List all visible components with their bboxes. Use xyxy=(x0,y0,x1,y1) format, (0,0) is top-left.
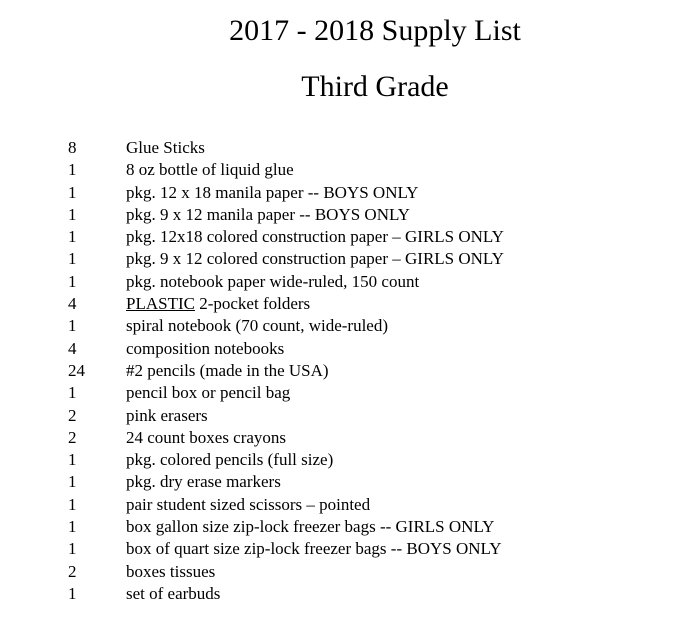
item-quantity: 2 xyxy=(68,427,77,447)
item-description xyxy=(126,293,310,315)
item-quantity: 1 xyxy=(68,383,77,403)
list-item xyxy=(0,427,695,449)
list-item xyxy=(0,382,695,404)
list-item xyxy=(0,494,695,516)
item-quantity: 4 xyxy=(68,338,77,358)
item-quantity: 2 xyxy=(68,405,77,425)
list-item xyxy=(0,561,695,583)
item-description: pink erasers xyxy=(126,405,208,425)
list-item xyxy=(0,338,695,360)
item-quantity: 24 xyxy=(68,360,85,380)
item-quantity: 1 xyxy=(68,249,77,269)
item-description: Glue Sticks xyxy=(126,138,205,157)
item-quantity: 1 xyxy=(68,450,77,470)
item-quantity: 1 xyxy=(68,494,77,514)
item-description: spiral notebook (70 count, wide-ruled) xyxy=(126,316,389,336)
item-description: pkg. 12 x 18 manila paper -- BOYS ONLY xyxy=(126,182,419,202)
item-quantity: 4 xyxy=(68,294,77,314)
page-subtitle: Third Grade xyxy=(301,70,449,103)
item-quantity: 2 xyxy=(68,561,77,581)
list-item xyxy=(0,159,695,181)
list-item xyxy=(0,583,695,605)
item-quantity: 1 xyxy=(68,583,77,603)
item-description: pencil box or pencil bag xyxy=(126,383,291,403)
item-quantity: 8 xyxy=(68,138,77,157)
page-title: 2017 - 2018 Supply List xyxy=(229,14,521,47)
supply-list xyxy=(0,137,695,605)
item-description: box gallon size zip-lock freezer bags -- GIRLS ONLY xyxy=(126,517,495,537)
item-description: #2 pencils (made in the USA) xyxy=(126,360,329,380)
item-quantity: 1 xyxy=(68,539,77,559)
item-quantity: 1 xyxy=(68,271,77,291)
list-item xyxy=(0,449,695,471)
item-quantity: 1 xyxy=(68,204,77,224)
item-description: pair student sized scissors – pointed xyxy=(126,494,371,514)
item-description: pkg. 9 x 12 colored construction paper – GIRLS ONLY xyxy=(126,249,504,269)
item-description: pkg. colored pencils (full size) xyxy=(126,450,334,470)
list-item xyxy=(0,137,695,159)
item-description: boxes tissues xyxy=(126,561,216,581)
list-item xyxy=(0,471,695,493)
list-item xyxy=(0,182,695,204)
list-item xyxy=(0,248,695,270)
list-item xyxy=(0,271,695,293)
item-quantity: 1 xyxy=(68,227,77,247)
item-description: box of quart size zip-lock freezer bags -- BOYS ONLY xyxy=(126,539,502,559)
item-quantity: 1 xyxy=(68,160,77,180)
item-emphasis-underlined: PLASTIC xyxy=(126,294,195,314)
item-description: pkg. 12x18 colored construction paper – GIRLS ONLY xyxy=(126,227,504,247)
item-quantity: 1 xyxy=(68,517,77,537)
item-description: 24 count boxes crayons xyxy=(126,427,287,447)
item-quantity: 1 xyxy=(68,182,77,202)
item-description: pkg. notebook paper wide-ruled, 150 count xyxy=(126,271,420,291)
list-item xyxy=(0,226,695,248)
list-item xyxy=(0,538,695,560)
item-description-rest: 2-pocket folders xyxy=(194,294,311,314)
item-description: pkg. 9 x 12 manila paper -- BOYS ONLY xyxy=(126,204,410,224)
list-item xyxy=(0,405,695,427)
list-item xyxy=(0,360,695,382)
item-description: set of earbuds xyxy=(126,583,221,603)
item-quantity: 1 xyxy=(68,316,77,336)
list-item xyxy=(0,293,695,315)
list-item xyxy=(0,204,695,226)
item-description: 8 oz bottle of liquid glue xyxy=(126,160,294,180)
item-description: pkg. dry erase markers xyxy=(126,472,281,492)
list-item xyxy=(0,516,695,538)
item-description: composition notebooks xyxy=(126,338,285,358)
item-quantity: 1 xyxy=(68,472,77,492)
list-item xyxy=(0,315,695,337)
